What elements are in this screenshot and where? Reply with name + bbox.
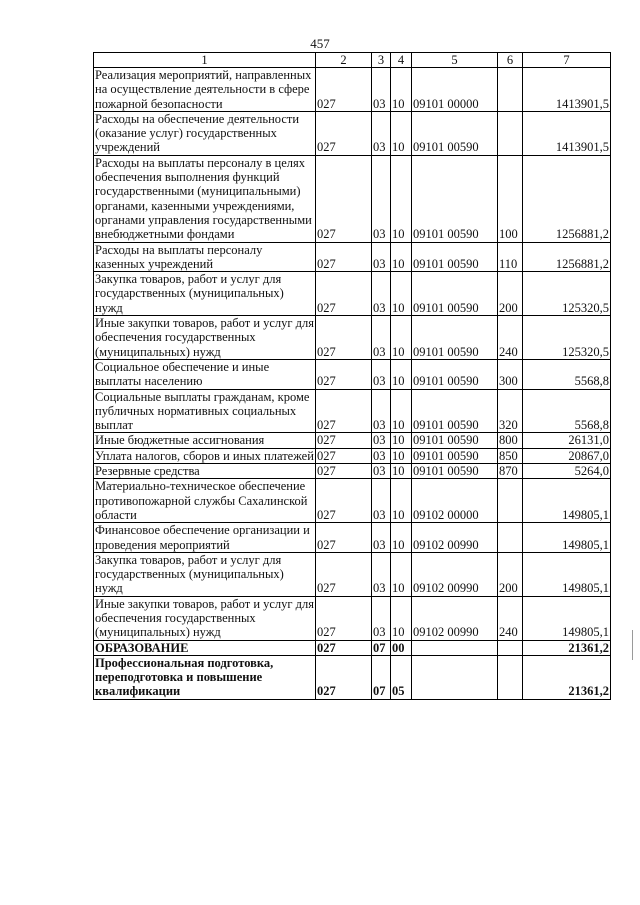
- table-row: [94, 359, 611, 389]
- row-section: 03: [372, 433, 391, 448]
- row-admin-code: 027: [316, 523, 372, 553]
- row-section: 03: [372, 242, 391, 272]
- row-expense-type: 200: [498, 272, 523, 316]
- table-row: [94, 316, 611, 360]
- row-subsection: 05: [391, 655, 412, 699]
- row-expense-type: [498, 655, 523, 699]
- row-amount: 149805,1: [523, 479, 611, 523]
- row-target-article: 09101 00590: [412, 448, 498, 463]
- row-name: Резервные средства: [94, 464, 316, 479]
- row-target-article: 09102 00990: [412, 552, 498, 596]
- row-expense-type: 800: [498, 433, 523, 448]
- row-amount: 149805,1: [523, 596, 611, 640]
- row-name: Реализация мероприятий, направленных на осуществление деятельности в сфере пожарной безопасности: [94, 68, 316, 112]
- row-section: 03: [372, 523, 391, 553]
- row-admin-code: 027: [316, 433, 372, 448]
- row-name: Финансовое обеспечение организации и проведения мероприятий: [94, 523, 316, 553]
- row-expense-type: 240: [498, 316, 523, 360]
- row-target-article: 09101 00000: [412, 68, 498, 112]
- row-amount: 1413901,5: [523, 68, 611, 112]
- row-expense-type: 850: [498, 448, 523, 463]
- row-admin-code: 027: [316, 479, 372, 523]
- row-section: 07: [372, 655, 391, 699]
- table-row: [94, 272, 611, 316]
- row-target-article: 09101 00590: [412, 359, 498, 389]
- row-section: 03: [372, 389, 391, 433]
- header-col-6: 6: [498, 53, 523, 68]
- table-row: [94, 596, 611, 640]
- row-expense-type: [498, 111, 523, 155]
- row-subsection: 10: [391, 242, 412, 272]
- row-subsection: 10: [391, 389, 412, 433]
- row-expense-type: [498, 479, 523, 523]
- row-subsection: 10: [391, 68, 412, 112]
- row-subsection: 10: [391, 111, 412, 155]
- header-col-7: 7: [523, 53, 611, 68]
- row-admin-code: 027: [316, 655, 372, 699]
- row-admin-code: 027: [316, 316, 372, 360]
- table-header-row: [94, 53, 611, 68]
- table-row: [94, 479, 611, 523]
- row-target-article: 09101 00590: [412, 111, 498, 155]
- row-amount: 20867,0: [523, 448, 611, 463]
- row-admin-code: 027: [316, 359, 372, 389]
- row-subsection: 10: [391, 448, 412, 463]
- row-name: Социальные выплаты гражданам, кроме публичных нормативных социальных выплат: [94, 389, 316, 433]
- row-name: Расходы на выплаты персоналу казенных учреждений: [94, 242, 316, 272]
- row-name: Иные закупки товаров, работ и услуг для обеспечения государственных (муниципальных) нужд: [95, 596, 315, 640]
- row-amount: 5264,0: [523, 464, 611, 479]
- row-section: 03: [372, 464, 391, 479]
- row-section: 03: [372, 68, 391, 112]
- row-amount: 149805,1: [523, 552, 611, 596]
- row-section: 03: [372, 448, 391, 463]
- row-amount: 21361,2: [523, 655, 611, 699]
- row-amount: 1256881,2: [523, 155, 611, 242]
- row-name: Закупка товаров, работ и услуг для государственных (муниципальных) нужд: [94, 552, 316, 596]
- row-target-article: [412, 655, 498, 699]
- scan-mark: [632, 630, 633, 660]
- row-subsection: 10: [391, 596, 412, 640]
- row-expense-type: 320: [498, 389, 523, 433]
- row-subsection: 10: [391, 272, 412, 316]
- row-admin-code: 027: [316, 389, 372, 433]
- table-row: [94, 155, 611, 242]
- row-section: 03: [372, 596, 391, 640]
- row-section: 03: [372, 552, 391, 596]
- row-admin-code: 027: [316, 155, 372, 242]
- table-row: [94, 433, 611, 448]
- row-section: 03: [372, 155, 391, 242]
- table-row: [94, 448, 611, 463]
- row-target-article: 09101 00590: [412, 464, 498, 479]
- row-admin-code: 027: [316, 640, 372, 655]
- header-col-1: 1: [94, 53, 316, 68]
- row-section: 03: [372, 111, 391, 155]
- row-name: Социальное обеспечение и иные выплаты населению: [94, 359, 316, 389]
- row-amount: 21361,2: [523, 640, 611, 655]
- row-target-article: 09101 00590: [412, 155, 498, 242]
- table-row: [94, 464, 611, 479]
- row-expense-type: [498, 523, 523, 553]
- row-expense-type: 100: [498, 155, 523, 242]
- row-name: Материально-техническое обеспечение противопожарной службы Сахалинской области: [94, 479, 316, 523]
- row-amount: 125320,5: [523, 272, 611, 316]
- row-target-article: [412, 640, 498, 655]
- row-amount: 1256881,2: [523, 242, 611, 272]
- row-amount: 5568,8: [523, 359, 611, 389]
- row-amount: 125320,5: [523, 316, 611, 360]
- row-name: ОБРАЗОВАНИЕ: [94, 640, 316, 655]
- row-target-article: 09101 00590: [412, 316, 498, 360]
- row-admin-code: 027: [316, 552, 372, 596]
- row-admin-code: 027: [316, 596, 372, 640]
- table-row: [94, 523, 611, 553]
- row-expense-type: 240: [498, 596, 523, 640]
- row-subsection: 00: [391, 640, 412, 655]
- row-target-article: 09102 00990: [412, 523, 498, 553]
- table-row: [94, 640, 611, 655]
- row-subsection: 10: [391, 155, 412, 242]
- row-target-article: 09101 00590: [412, 242, 498, 272]
- row-expense-type: 300: [498, 359, 523, 389]
- row-admin-code: 027: [316, 68, 372, 112]
- row-amount: 149805,1: [523, 523, 611, 553]
- row-subsection: 10: [391, 552, 412, 596]
- row-subsection: 10: [391, 433, 412, 448]
- table-row: [94, 389, 611, 433]
- header-col-3: 3: [372, 53, 391, 68]
- row-target-article: 09101 00590: [412, 433, 498, 448]
- row-subsection: 10: [391, 464, 412, 479]
- table-row: [94, 68, 611, 112]
- row-target-article: 09102 00000: [412, 479, 498, 523]
- row-expense-type: [498, 68, 523, 112]
- row-section: 07: [372, 640, 391, 655]
- row-name: Уплата налогов, сборов и иных платежей: [95, 448, 314, 463]
- row-name: Иные закупки товаров, работ и услуг для обеспечения государственных (муниципальных) нужд: [95, 316, 315, 359]
- row-name: Расходы на обеспечение деятельности (оказание услуг) государственных учреждений: [94, 111, 316, 155]
- header-col-4: 4: [391, 53, 412, 68]
- row-target-article: 09101 00590: [412, 389, 498, 433]
- row-expense-type: 200: [498, 552, 523, 596]
- row-name: Закупка товаров, работ и услуг для государственных (муниципальных) нужд: [94, 272, 316, 316]
- row-expense-type: 110: [498, 242, 523, 272]
- row-amount: 1413901,5: [523, 111, 611, 155]
- row-admin-code: 027: [316, 464, 372, 479]
- row-name: Профессиональная подготовка, переподготовка и повышение квалификации: [94, 655, 316, 699]
- page-number: 457: [310, 36, 330, 51]
- row-section: 03: [372, 272, 391, 316]
- row-name: Иные бюджетные ассигнования: [94, 433, 316, 448]
- row-amount: 5568,8: [523, 389, 611, 433]
- row-amount: 26131,0: [523, 433, 611, 448]
- row-subsection: 10: [391, 523, 412, 553]
- row-subsection: 10: [391, 479, 412, 523]
- row-admin-code: 027: [316, 111, 372, 155]
- header-col-2: 2: [316, 53, 372, 68]
- budget-table: [93, 52, 611, 700]
- row-expense-type: [498, 640, 523, 655]
- row-admin-code: 027: [316, 448, 372, 463]
- row-expense-type: 870: [498, 464, 523, 479]
- table-row: [94, 552, 611, 596]
- row-admin-code: 027: [316, 242, 372, 272]
- table-row: [94, 655, 611, 699]
- header-col-5: 5: [412, 53, 498, 68]
- row-admin-code: 027: [316, 272, 372, 316]
- row-subsection: 10: [391, 316, 412, 360]
- table-row: [94, 111, 611, 155]
- row-section: 03: [372, 479, 391, 523]
- row-section: 03: [372, 316, 391, 360]
- row-name: Расходы на выплаты персоналу в целях обеспечения выполнения функций государственными (муниципальными) органами, казенными учреждениями, органами управления государственными внебюджетными фондами: [94, 155, 316, 242]
- table-row: [94, 242, 611, 272]
- row-section: 03: [372, 359, 391, 389]
- row-subsection: 10: [391, 359, 412, 389]
- row-target-article: 09102 00990: [412, 596, 498, 640]
- row-target-article: 09101 00590: [412, 272, 498, 316]
